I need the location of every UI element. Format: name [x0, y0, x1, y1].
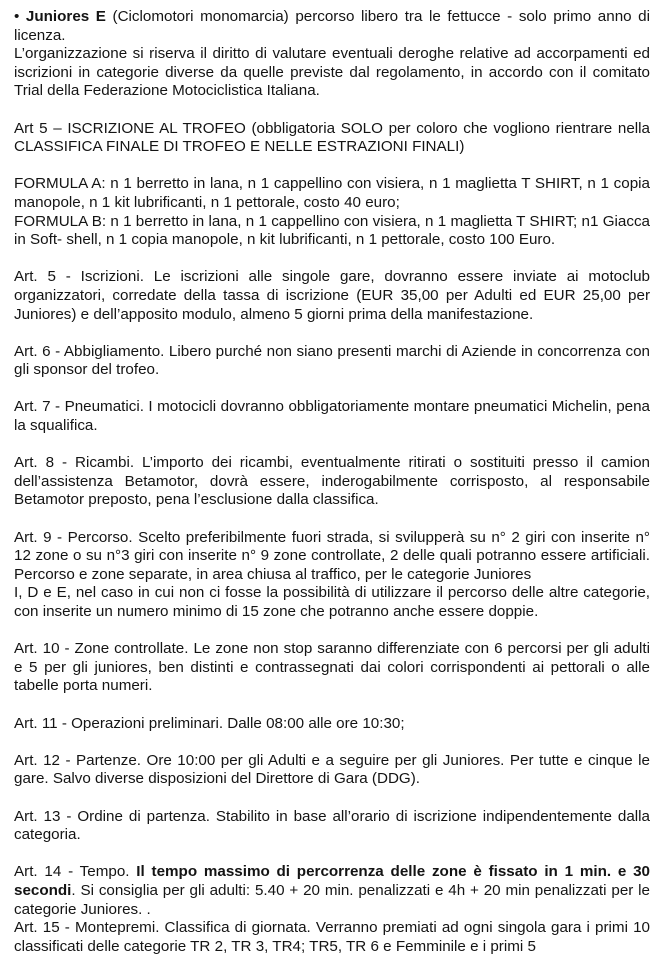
art6-paragraph: Art. 6 - Abbigliamento. Libero purché non siano presenti marchi di Aziende in concorrenza con gli sponsor del trofeo. [14, 342, 650, 379]
art5-iscrizioni-paragraph: Art. 5 - Iscrizioni. Le iscrizioni alle singole gare, dovranno essere inviate ai motoclub organizzatori, corredate della tassa di iscrizione (EUR 35,00 per Adulti ed EUR 25,00 per Juniores) e dell’apposito modulo, almeno 5 giorni prima della manifestazione. [14, 268, 650, 323]
bullet: • [14, 8, 20, 25]
art10-paragraph: Art. 10 - Zone controllate. Le zone non stop saranno differenziate con 6 percorsi per gli adulti e 5 per gli juniores, ben distinti e contrassegnati dai colori corrispondenti ai pettorali o alle tabelle porta numeri. [14, 640, 650, 695]
art5-trofeo-paragraph: Art 5 – ISCRIZIONE AL TROFEO (obbligatoria SOLO per coloro che vogliono rientrare nella CLASSIFICA FINALE DI TROFEO E NELLE ESTRAZIONI FINALI) [14, 119, 650, 156]
art11-paragraph: Art. 11 - Operazioni preliminari. Dalle 08:00 alle ore 10:30; [14, 714, 405, 732]
juniores-e-paragraph [14, 8, 650, 45]
juniores-e-text: (Ciclomotori monomarcia) percorso libero tra le fettucce - solo primo anno di licenza. [14, 8, 650, 44]
art12-paragraph: Art. 12 - Partenze. Ore 10:00 per gli Adulti e a seguire per gli Juniores. Per tutte e cinque le gare. Salvo diverse disposizioni del Direttore di Gara (DDG). [14, 751, 650, 788]
art14-paragraph [14, 863, 650, 919]
art14-rest: . Si consiglia per gli adulti: 5.40 + 20 min. penalizzati e 4h + 20 min penalizzati per le categorie Juniores. . [14, 881, 650, 918]
juniores-e-label: Juniores E [25, 8, 106, 25]
document-page [14, 8, 650, 956]
art9-paragraph-continued: I, D e E, nel caso in cui non ci fosse la possibilità di utilizzare il percorso delle altre categorie, con inserite un numero minimo di 15 zone che potranno anche essere doppie. [14, 584, 650, 620]
art9-paragraph: Art. 9 - Percorso. Scelto preferibilmente fuori strada, si svilupperà su n° 2 giri con inserite n° 12 zone o su n°3 giri con inserite n° 9 zone controllate, 2 delle quali potranno essere artificiali. Percorso e zone separate, in area chiusa al traffico, per le categorie Juniores [14, 528, 650, 583]
art14-bold: Il tempo massimo di percorrenza delle zone è fissato in 1 min. e 30 secondi [14, 863, 650, 899]
art14-lead: Art. 14 - Tempo. [14, 863, 130, 881]
art8-paragraph: Art. 8 - Ricambi. L’importo dei ricambi, eventualmente ritirati o sostituiti presso il camion dell’assistenza Betamotor, dovrà essere, inderogabilmente corrisposto, al responsabile Betamotor preposto, pena l’esclusione dalla classifica. [14, 454, 650, 509]
art13-paragraph: Art. 13 - Ordine di partenza. Stabilito in base all’orario di iscrizione indipendentemente dalla categoria. [14, 807, 650, 844]
art7-paragraph: Art. 7 - Pneumatici. I motocicli dovranno obbligatoriamente montare pneumatici Michelin, pena la squalifica. [14, 398, 650, 435]
art15-paragraph: Art. 15 - Montepremi. Classifica di giornata. Verranno premiati ad ogni singola gara i primi 10 classificati delle categorie TR 2, TR 3, TR4; TR5, TR 6 e Femminile e i primi 5 [14, 919, 650, 955]
formula-a-paragraph: FORMULA A: n 1 berretto in lana, n 1 cappellino con visiera, n 1 maglietta T SHIRT, n 1 copia manopole, n 1 kit lubrificanti, n 1 pettorale, costo 40 euro; [14, 175, 650, 211]
formula-b-paragraph: FORMULA B: n 1 berretto in lana, n 1 cappellino con visiera, n 1 maglietta T SHIRT; n1 Giacca in Soft- shell, n 1 copia manopole, n kit lubrificanti, n 1 pettorale, costo 100 Euro. [14, 212, 650, 249]
organization-paragraph: L’organizzazione si riserva il diritto di valutare eventuali deroghe relative ad accorpamenti ed iscrizioni in categorie diverse da quelle previste dal regolamento, in accordo con il comitato Trial della Federazione Motociclistica Italiana. [14, 45, 650, 100]
